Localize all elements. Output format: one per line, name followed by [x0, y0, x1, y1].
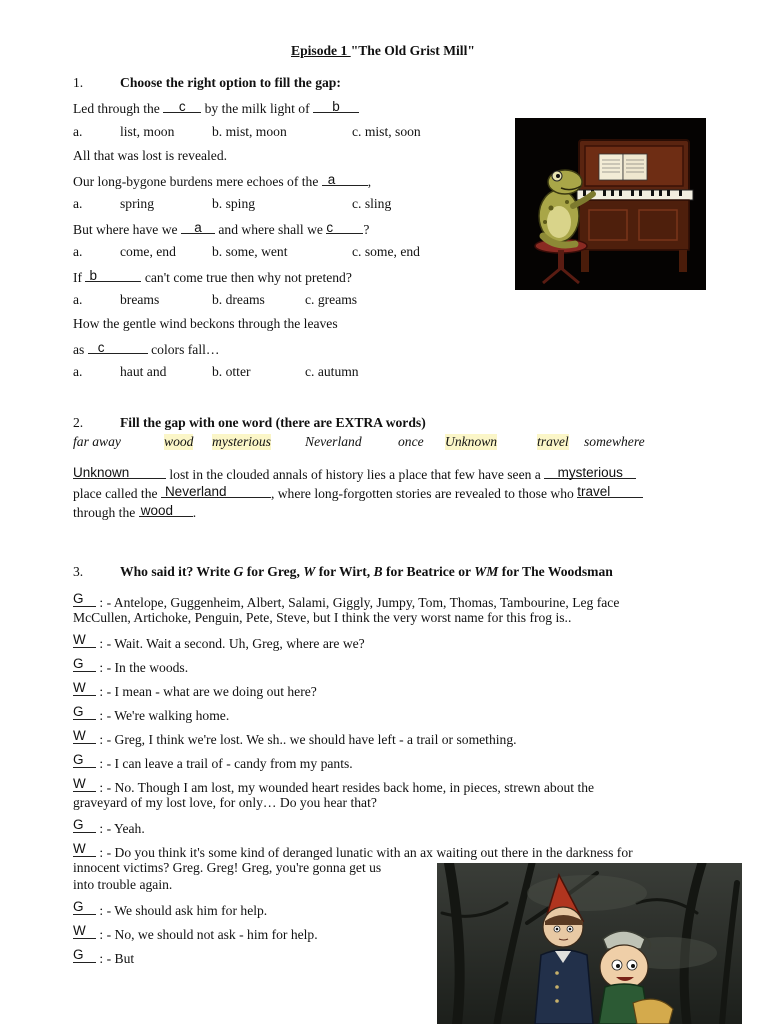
s1-line-5: If b can't come true then why not pretend? — [73, 268, 352, 285]
s2-paragraph-line-2: place called the Neverland , where long-forgotten stories are revealed to those who travel — [73, 484, 643, 502]
answer-gap[interactable]: b — [89, 268, 97, 283]
section-3-heading: Who said it? Write G for Greg, W for Wirt, B for Beatrice or WM for The Woodsman — [120, 564, 613, 579]
section-1-heading: Choose the right option to fill the gap: — [120, 75, 341, 90]
speaker-answer[interactable]: G — [73, 947, 84, 962]
frog-piano-image — [515, 118, 706, 290]
word-bank-item: Unknown — [445, 434, 498, 449]
answer-gap[interactable]: mysterious — [557, 465, 623, 480]
speaker-answer[interactable]: G — [73, 752, 84, 767]
dialogue-line: G : - In the woods. — [73, 656, 189, 675]
speaker-answer[interactable]: W — [73, 841, 86, 856]
answer-gap[interactable]: a — [194, 220, 202, 235]
speaker-answer[interactable]: W — [73, 776, 86, 791]
dialogue-line: W : - Greg, I think we're lost. We sh.. we should have left - a trail or something. — [73, 728, 517, 747]
section-1-number: 1. — [73, 75, 84, 90]
dialogue-line: G : - We should ask him for help. — [73, 899, 268, 918]
dialogue-line: G : - Yeah. — [73, 817, 145, 836]
dialogue-line: W : - Wait. Wait a second. Uh, Greg, where are we? — [73, 632, 365, 651]
s1-line-2: All that was lost is revealed. — [73, 148, 228, 163]
answer-gap[interactable]: Neverland — [164, 484, 227, 499]
page-title: Episode 1 "The Old Grist Mill" — [291, 43, 475, 58]
frog-piano-illustration — [515, 118, 706, 290]
speaker-answer[interactable]: G — [73, 899, 84, 914]
dialogue-continuation: innocent victims? Greg. Greg! Greg, you're gonna get us — [73, 860, 382, 875]
speaker-answer[interactable]: G — [73, 656, 84, 671]
dialogue-line: W : - No. Though I am lost, my wounded heart resides back home, in pieces, strewn about the — [73, 776, 595, 795]
s1-line-3: Our long-bygone burdens mere echoes of the a , — [73, 172, 372, 189]
s1-line-1: Led through the c by the milk light of b — [73, 99, 359, 117]
answer-gap[interactable]: travel — [577, 484, 611, 499]
s2-paragraph-line-1: Unknown lost in the clouded annals of history lies a place that few have seen a mysterious — [73, 465, 636, 483]
wirt-greg-woods-image — [437, 863, 742, 1024]
section-2-number: 2. — [73, 415, 84, 430]
word-bank-item: somewhere — [584, 434, 645, 449]
s2-paragraph-line-3: through the wood . — [73, 503, 197, 520]
answer-gap[interactable]: Unknown — [73, 465, 130, 480]
word-bank-item: far away — [73, 434, 121, 449]
dialogue-line: W : - I mean - what are we doing out here? — [73, 680, 317, 699]
s1-line-4: But where have we a and where shall we c ? — [73, 220, 370, 237]
word-bank-item: travel — [537, 434, 569, 449]
speaker-answer[interactable]: W — [73, 632, 86, 647]
answer-gap[interactable]: wood — [140, 503, 173, 518]
s1-line-6: How the gentle wind beckons through the leaves — [73, 316, 338, 331]
speaker-answer[interactable]: W — [73, 680, 86, 695]
answer-gap[interactable]: a — [327, 172, 336, 187]
speaker-answer[interactable]: W — [73, 923, 86, 938]
dialogue-line: W : - No, we should not ask - him for help. — [73, 923, 318, 942]
word-bank-item: mysterious — [212, 434, 271, 449]
dialogue-line: G : - But — [73, 947, 135, 966]
dialogue-line: G : - We're walking home. — [73, 704, 230, 723]
speaker-answer[interactable]: G — [73, 704, 84, 719]
dialogue-continuation: into trouble again. — [73, 877, 173, 892]
word-bank-item: once — [398, 434, 424, 449]
dialogue-line: G : - Antelope, Guggenheim, Albert, Salami, Giggly, Jumpy, Tom, Thomas, Tambourine, Leg face — [73, 591, 620, 610]
speaker-answer[interactable]: W — [73, 728, 86, 743]
s1-line-7: as c colors fall… — [73, 340, 220, 357]
answer-gap[interactable]: c — [326, 220, 334, 235]
section-2-heading: Fill the gap with one word (there are EXTRA words) — [120, 415, 426, 430]
word-bank-item: Neverland — [305, 434, 362, 449]
answer-gap[interactable]: c — [178, 99, 186, 114]
woods-illustration — [437, 863, 742, 1024]
answer-gap[interactable]: c — [97, 340, 105, 355]
dialogue-continuation: graveyard of my lost love, for only… Do you hear that? — [73, 795, 377, 810]
dialogue-line: W : - Do you think it's some kind of deranged lunatic with an ax waiting out there in the darkness for — [73, 841, 633, 860]
speaker-answer[interactable]: G — [73, 591, 84, 606]
section-3-number: 3. — [73, 564, 84, 579]
answer-gap[interactable]: b — [332, 99, 340, 114]
word-bank-item: wood — [164, 434, 194, 449]
dialogue-line: G : - I can leave a trail of - candy from my pants. — [73, 752, 353, 771]
speaker-answer[interactable]: G — [73, 817, 84, 832]
dialogue-continuation: McCullen, Artichoke, Penguin, Pete, Steve, but I think the very worst name for this frog is.. — [73, 610, 572, 625]
